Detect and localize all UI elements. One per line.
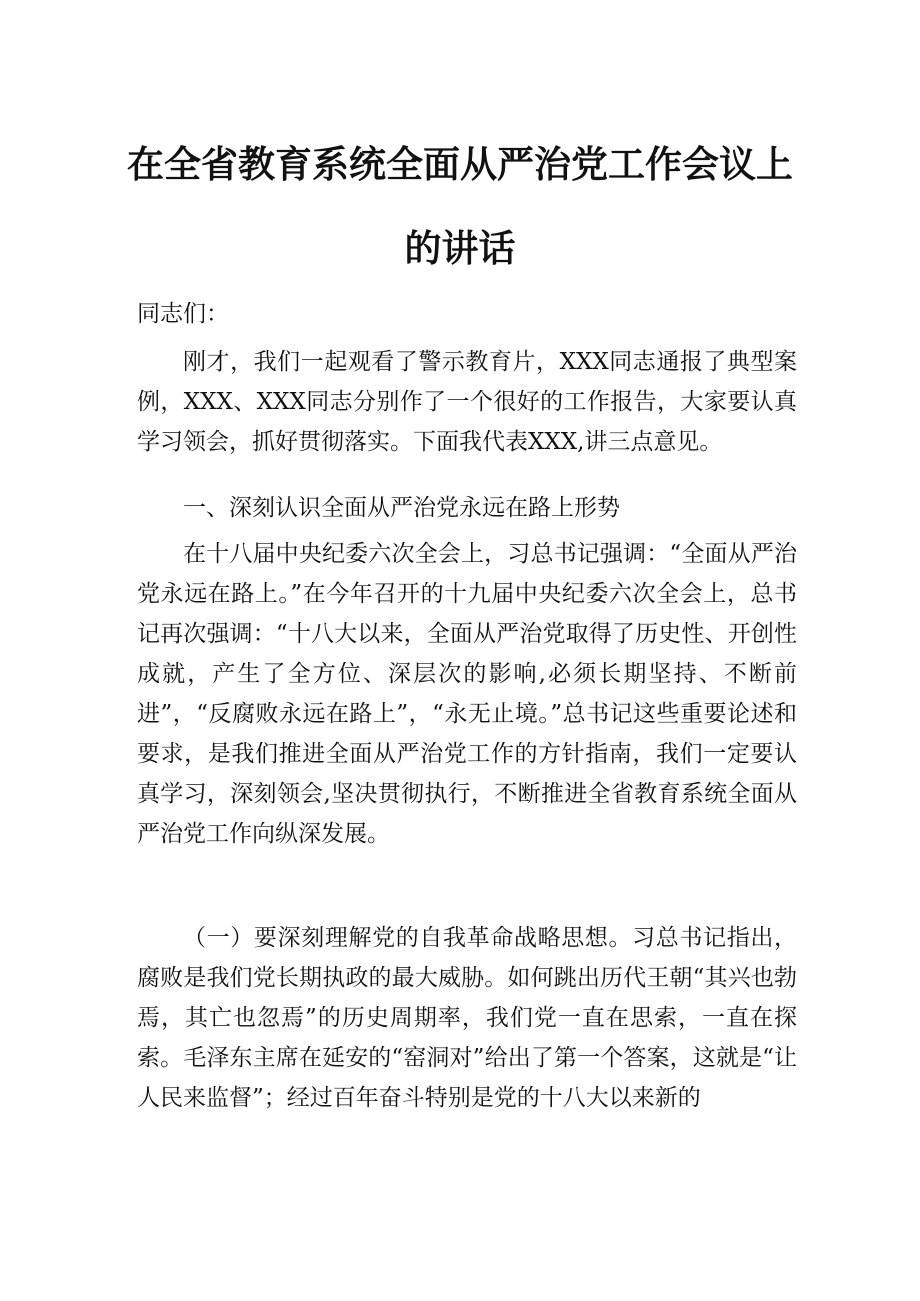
intro-paragraph: 刚才，我们一起观看了警示教育片，XXX同志通报了典型案例，XXX、XXX同志分别作了一个很好的工作报告，大家要认真学习领会，抓好贯彻落实。下面我代表XXX,讲三点意见。: [137, 349, 797, 455]
subsection-1-paragraph: （一）要深刻理解党的自我革命战略思想。习总书记指出，腐败是我们党长期执政的最大威胁。如何跳出历代王朝“其兴也勃焉，其亡也忽焉”的历史周期率，我们党一直在思索，一直在探索。毛泽东主席在延安的“窑洞对”给出了第一个答案，这就是“让人民来监督”；经过百年奋斗特别是党的十八大以来新的: [137, 925, 797, 1111]
section-heading: 一、深刻认识全面从严治党永远在路上形势: [183, 495, 620, 521]
section-body-block: [137, 534, 797, 854]
document-title-line-1: 在全省教育系统全面从严治党工作会议上: [127, 143, 793, 186]
subsection-1-block: [137, 918, 797, 1118]
section-heading-block: [137, 488, 797, 528]
document-title-line-2: 的讲话: [404, 227, 516, 270]
section-body-paragraph: 在十八届中央纪委六次全会上，习总书记强调：“全面从严治党永远在路上。”在今年召开的十九届中央纪委六次全会上，总书记再次强调：“十八大以来，全面从严治党取得了历史性、开创性成就，产生了全方位、深层次的影响,必须长期坚持、不断前进”，“反腐败永远在路上”，“永无止境。”总书记这些重要论述和要求，是我们推进全面从严治党工作的方针指南，我们一定要认真学习，深刻领会,坚决贯彻执行，不断推进全省教育系统全面从严治党工作向纵深发展。: [137, 541, 797, 847]
salutation-text: 同志们：: [137, 301, 229, 327]
salutation: [137, 294, 797, 334]
intro-paragraph-block: [137, 342, 797, 462]
